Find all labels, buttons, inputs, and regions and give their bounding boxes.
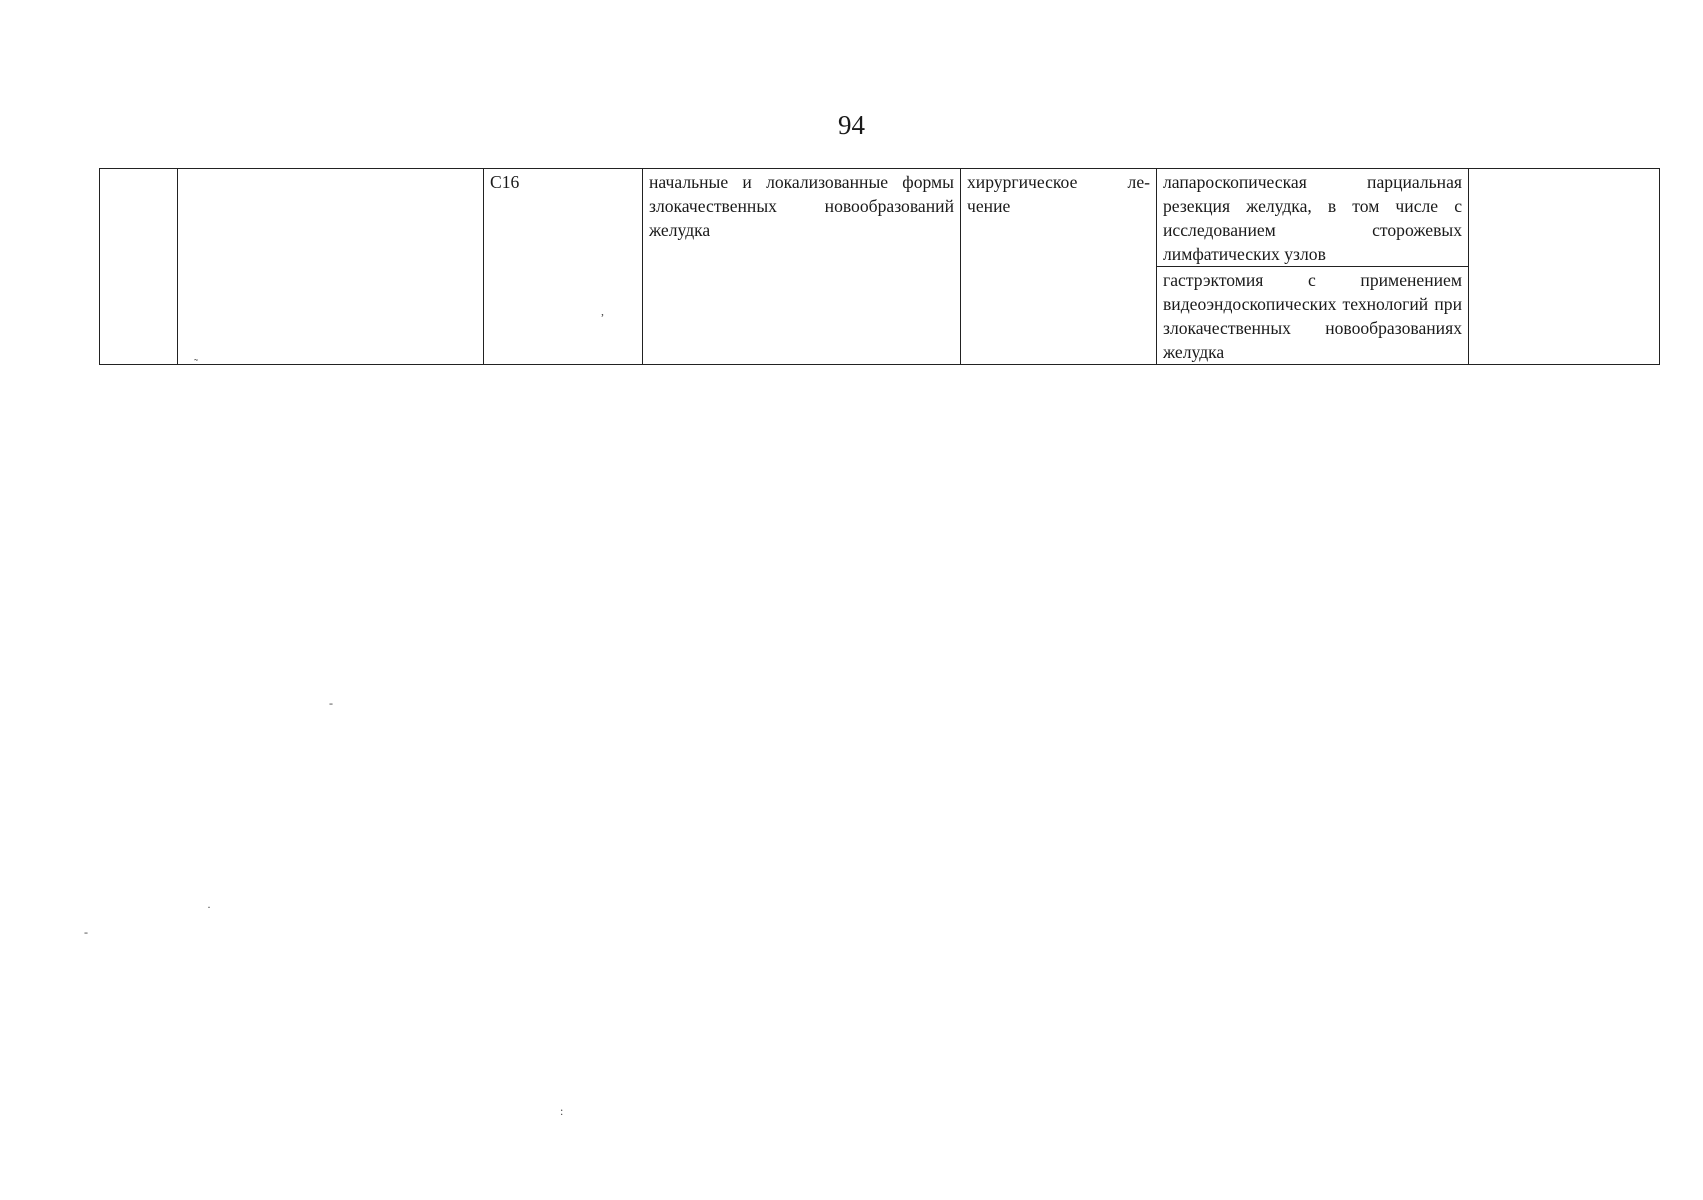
page-number: 94 (838, 110, 865, 140)
table-body (100, 169, 1660, 365)
treatment-cell (961, 169, 1157, 365)
methods-list (1157, 169, 1468, 364)
code-text: С16 (490, 172, 520, 192)
scan-speck: · (207, 900, 211, 914)
table-row (100, 169, 1660, 365)
treatment-line: чение (967, 196, 1011, 216)
method-text: гастрэктомия с применением видеоэндоскопических технологий при злокачественных новообразованиях желудка (1163, 270, 1462, 362)
method-text: лапароскопическая парциальная резекция желудка, в том числе с исследованием сторожевых лимфатических узлов (1157, 169, 1468, 267)
method-item (1157, 169, 1468, 267)
code-cell (484, 169, 643, 365)
empty-cell (100, 169, 178, 365)
scan-speck: ˜ (194, 356, 198, 370)
scan-speck: : (560, 1104, 564, 1118)
empty-cell (1469, 169, 1660, 365)
procedures-table (99, 168, 1660, 365)
treatment-line (961, 169, 1156, 194)
scan-speck: - (329, 696, 333, 710)
method-item (1157, 267, 1468, 365)
treatment-word: хирургическое (967, 172, 1078, 192)
scan-speck: - (84, 925, 88, 939)
methods-cell (1157, 169, 1469, 365)
scan-speck: , (601, 304, 604, 318)
description-cell: начальные и локализованные формы злокачественных новообразований желудка (643, 169, 961, 365)
treatment-word: ле- (1127, 172, 1150, 192)
empty-cell (178, 169, 484, 365)
